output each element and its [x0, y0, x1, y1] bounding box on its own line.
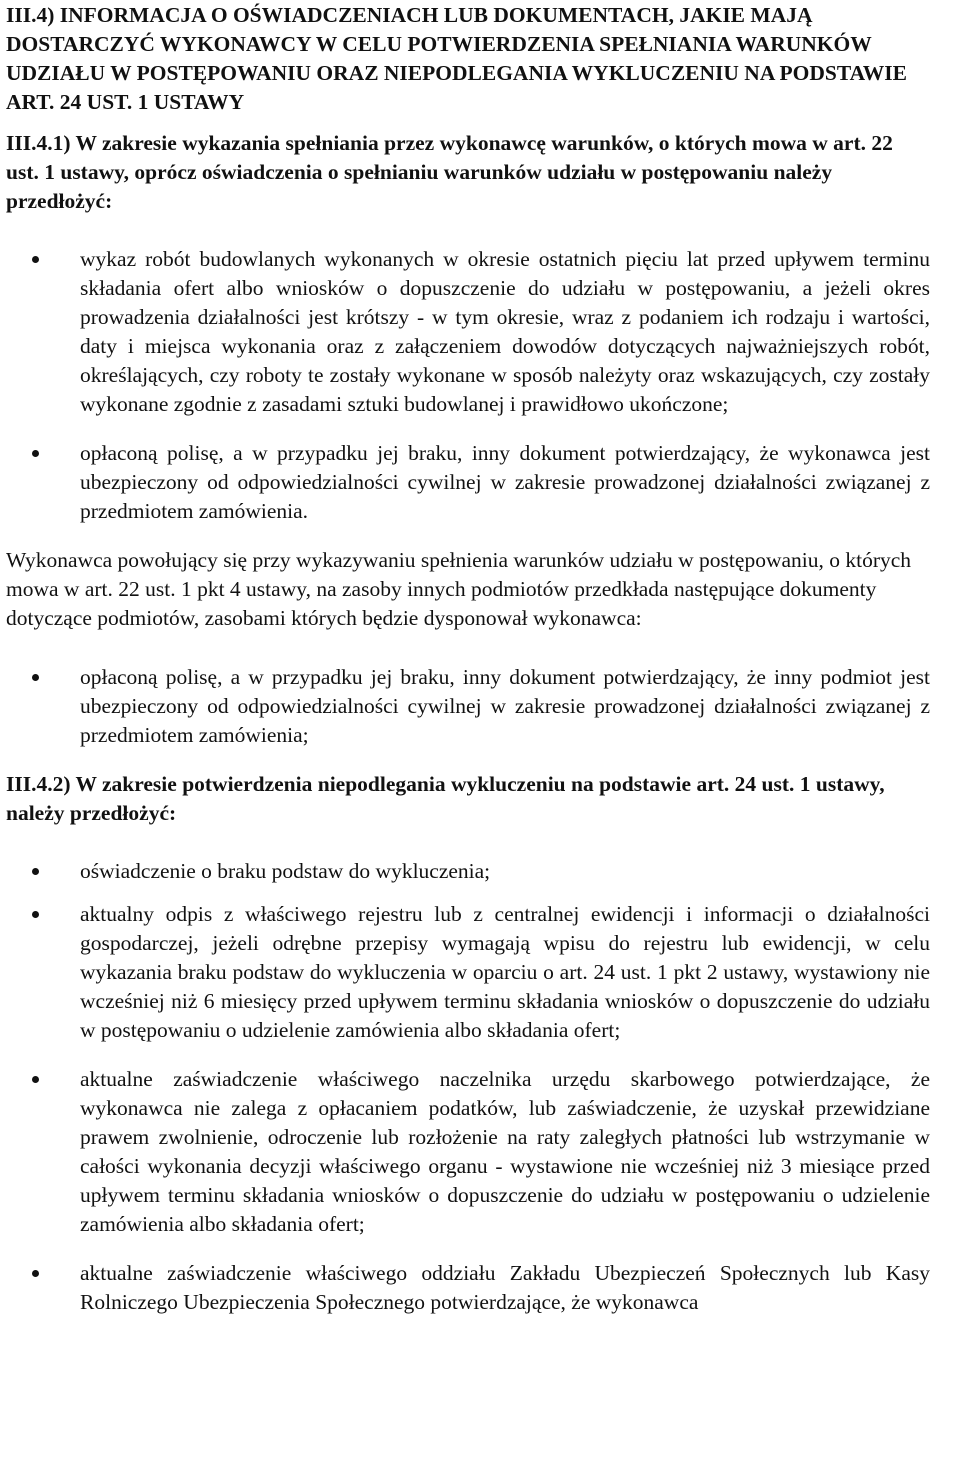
bullet-icon: [32, 1270, 39, 1277]
list-item: [6, 663, 930, 750]
list-item: [6, 1259, 930, 1317]
list-item-text: aktualne zaświadczenie właściwego oddziału Zakładu Ubezpieczeń Społecznych lub Kasy Rolniczego Ubezpieczenia Społecznego potwierdzające, że wykonawca: [80, 1261, 930, 1314]
spacer: [6, 750, 930, 770]
document-page: [6, 1, 930, 1317]
list-item-text: oświadczenie o braku podstaw do wykluczenia;: [80, 859, 491, 883]
section-heading: III.4) INFORMACJA O OŚWIADCZENIACH LUB DOKUMENTACH, JAKIE MAJĄ DOSTARCZYĆ WYKONAWCY W CELU POTWIERDZENIA SPEŁNIANIA WARUNKÓW UDZIAŁU W POSTĘPOWANIU ORAZ NIEPODLEGANIA WYKLUCZENIU NA PODSTAWIE ART. 24 UST. 1 USTAWY: [6, 3, 907, 114]
spacer: [6, 1045, 930, 1065]
list-item-text: wykaz robót budowlanych wykonanych w okresie ostatnich pięciu lat przed upływem terminu składania ofert albo wniosków o dopuszczenie do udziału w postępowaniu, a jeżeli okres prowadzenia działalności jest krótszy - w tym okresie, wraz z podaniem ich rodzaju i wartości, daty i miejsca wykonania oraz z załączeniem dowodów dotyczących najważniejszych robót, określających, czy roboty te zostały wykonane w sposób należyty oraz wskazujących, czy zostały wykonane zgodnie z zasadami sztuki budowlanej i prawidłowo ukończone;: [80, 247, 930, 416]
list-item: [6, 439, 930, 526]
spacer: [6, 526, 930, 546]
list-item: [6, 900, 930, 1045]
list-item: [6, 1065, 930, 1239]
bullet-icon: [32, 1076, 39, 1083]
requirements-list-1: [6, 245, 930, 526]
bullet-icon: [32, 450, 39, 457]
requirements-list-2: [6, 663, 930, 750]
list-item-text: aktualne zaświadczenie właściwego naczelnika urzędu skarbowego potwierdzające, że wykonawca nie zalega z opłacaniem podatków, lub zaświadczenie, że uzyskał przewidziane prawem zwolnienie, odroczenie lub rozłożenie na raty zaległych płatności lub wstrzymanie w całości wykonania decyzji właściwego organu - wystawione nie wcześniej niż 3 miesiące przed upływem terminu składania wniosków o dopuszczenie do udziału w postępowaniu o udzielenie zamówienia albo składania ofert;: [80, 1067, 930, 1236]
spacer: [6, 886, 930, 900]
list-item-text: opłaconą polisę, a w przypadku jej braku, inny dokument potwierdzający, że wykonawca jest ubezpieczony od odpowiedzialności cywilnej w zakresie prowadzonej działalności związanej z przedmiotem zamówienia.: [80, 441, 930, 523]
spacer: [6, 419, 930, 439]
spacer: [6, 1239, 930, 1259]
bullet-icon: [32, 911, 39, 918]
list-item-text: opłaconą polisę, a w przypadku jej braku, inny dokument potwierdzający, że inny podmiot jest ubezpieczony od odpowiedzialności cywilnej w zakresie prowadzonej działalności związanej z przedmiotem zamówienia;: [80, 665, 930, 747]
list-item: [6, 857, 930, 886]
subsection-heading-2: III.4.2) W zakresie potwierdzenia niepodlegania wykluczeniu na podstawie art. 24 ust. 1 ustawy, należy przedłożyć:: [6, 772, 885, 825]
exclusion-documents-list: [6, 857, 930, 1317]
list-item-text: aktualny odpis z właściwego rejestru lub z centralnej ewidencji i informacji o działalności gospodarczej, jeżeli odrębne przepisy wymagają wpisu do rejestru lub ewidencji, w celu wykazania braku podstaw do wykluczenia w oparciu o art. 24 ust. 1 pkt 2 ustawy, wystawiony nie wcześniej niż 6 miesięcy przed upływem terminu składania wniosków o dopuszczenie do udziału w postępowaniu o udzielenie zamówienia albo składania ofert;: [80, 902, 930, 1042]
resources-paragraph: Wykonawca powołujący się przy wykazywaniu spełnienia warunków udziału w postępowaniu, o których mowa w art. 22 ust. 1 pkt 4 ustawy, na zasoby innych podmiotów przedkłada następujące dokumenty dotyczące podmiotów, zasobami których będzie dysponował wykonawca:: [6, 548, 912, 630]
bullet-icon: [32, 256, 39, 263]
bullet-icon: [32, 674, 39, 681]
spacer: [6, 633, 930, 663]
bullet-icon: [32, 868, 39, 875]
subsection-heading-1: III.4.1) W zakresie wykazania spełniania przez wykonawcę warunków, o których mowa w art. 22 ust. 1 ustawy, oprócz oświadczenia o spełnianiu warunków udziału w postępowaniu należy przedłożyć:: [6, 131, 893, 213]
list-item: [6, 245, 930, 419]
